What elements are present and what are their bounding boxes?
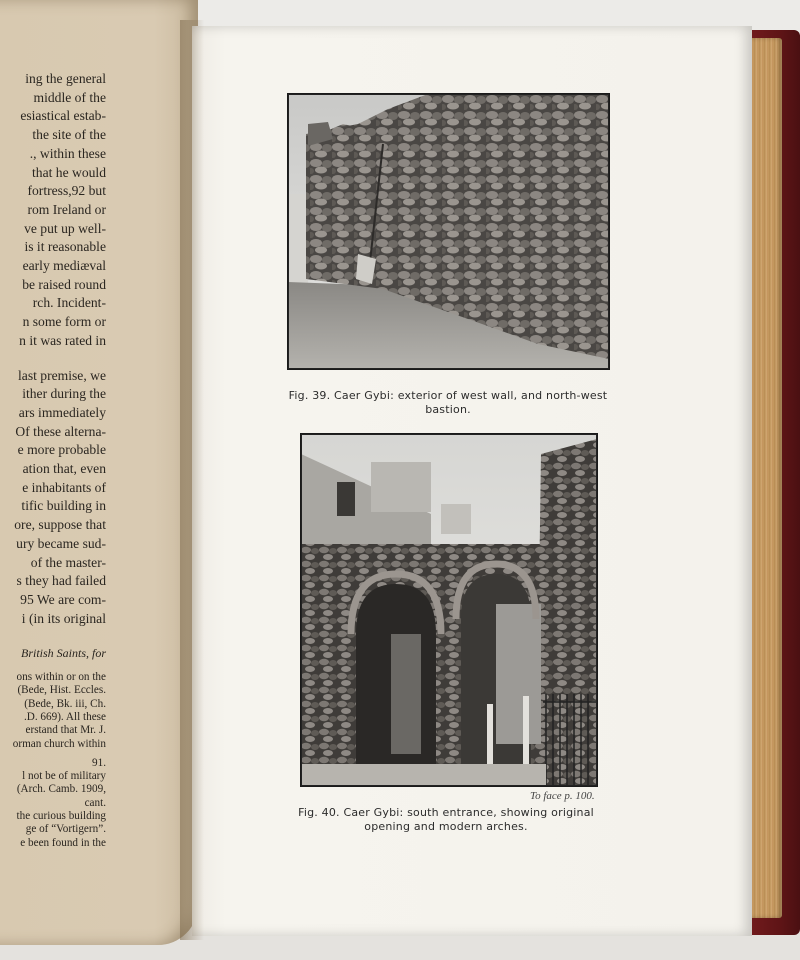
- figure-39-caption: [258, 389, 638, 417]
- left-page-line: 95 We are com-: [20, 591, 106, 607]
- left-page-line: is it reasonable: [24, 239, 106, 255]
- left-page-line: ve put up well-: [24, 220, 106, 236]
- left-page: [0, 0, 198, 945]
- left-page-line: ury became sud-: [16, 535, 106, 551]
- left-page-line: l not be of military: [22, 770, 106, 783]
- figure-40-caption-line1: Fig. 40. Caer Gybi: south entrance, showing original: [298, 806, 594, 819]
- left-page-line: ither during the: [22, 386, 106, 402]
- left-page-line: (Arch. Camb. 1909,: [16, 783, 106, 796]
- figure-40-caption: [262, 806, 630, 834]
- left-page-line: i (in its original: [21, 610, 106, 626]
- left-page-line: rom Ireland or: [27, 201, 106, 217]
- figure-39-photo-west-wall: [287, 93, 610, 370]
- left-page-line: the site of the: [32, 127, 106, 143]
- left-page-line: be raised round: [22, 276, 106, 292]
- left-page-line: (Bede, Bk. iii, Ch.: [24, 697, 106, 710]
- left-page-line: s they had failed: [16, 573, 106, 589]
- left-page-text: [0, 70, 106, 850]
- left-page-line: ge of “Vortigern”.: [25, 823, 106, 836]
- left-page-line: that he would: [32, 164, 106, 180]
- left-page-line: ons within or on the: [16, 671, 106, 684]
- figure-40-photo-south-entrance: [300, 433, 598, 787]
- left-page-line: 91.: [92, 756, 106, 769]
- left-page-line: ore, suppose that: [14, 517, 106, 533]
- left-page-line: (Bede, Hist. Eccles.: [17, 684, 106, 697]
- left-page-line: cant.: [84, 796, 106, 809]
- left-page-line: tific building in: [21, 498, 106, 514]
- left-page-line: e more probable: [17, 442, 106, 458]
- left-page-line: of the master-: [30, 554, 106, 570]
- left-page-line: n some form or: [22, 314, 106, 330]
- footnote-head: British Saints, for: [20, 646, 106, 661]
- left-page-line: fortress,92 but: [27, 183, 106, 199]
- left-page-line: early mediæval: [22, 258, 106, 274]
- figure-39-caption-line1: Fig. 39. Caer Gybi: exterior of west wall, and north-west: [288, 389, 608, 402]
- left-page-line: e been found in the: [20, 836, 106, 849]
- left-page-line: ., within these: [29, 145, 106, 161]
- left-page-line: erstand that Mr. J.: [25, 724, 106, 737]
- left-page-line: last premise, we: [18, 367, 106, 383]
- plate-note: To face p. 100.: [530, 790, 595, 802]
- figure-40-caption-line2: opening and modern arches.: [364, 820, 528, 833]
- left-page-line: .D. 669). All these: [23, 710, 106, 723]
- left-page-line: n it was rated in: [19, 332, 106, 348]
- left-page-line: Of these alterna-: [15, 423, 106, 439]
- left-page-line: rch. Incident-: [32, 295, 106, 311]
- left-page-line: ars immediately: [18, 404, 106, 420]
- left-page-line: orman church within: [12, 737, 106, 750]
- left-page-line: ation that, even: [22, 461, 106, 477]
- left-page-line: e inhabitants of: [22, 479, 106, 495]
- left-page-line: middle of the: [33, 89, 106, 105]
- book-gutter-shadow: [180, 20, 204, 940]
- gilt-page-edge: [748, 38, 782, 918]
- figure-39-caption-line2: bastion.: [425, 403, 471, 416]
- left-page-line: the curious building: [16, 810, 106, 823]
- left-page-line: ing the general: [25, 71, 106, 86]
- left-page-line: esiastical estab-: [20, 108, 106, 124]
